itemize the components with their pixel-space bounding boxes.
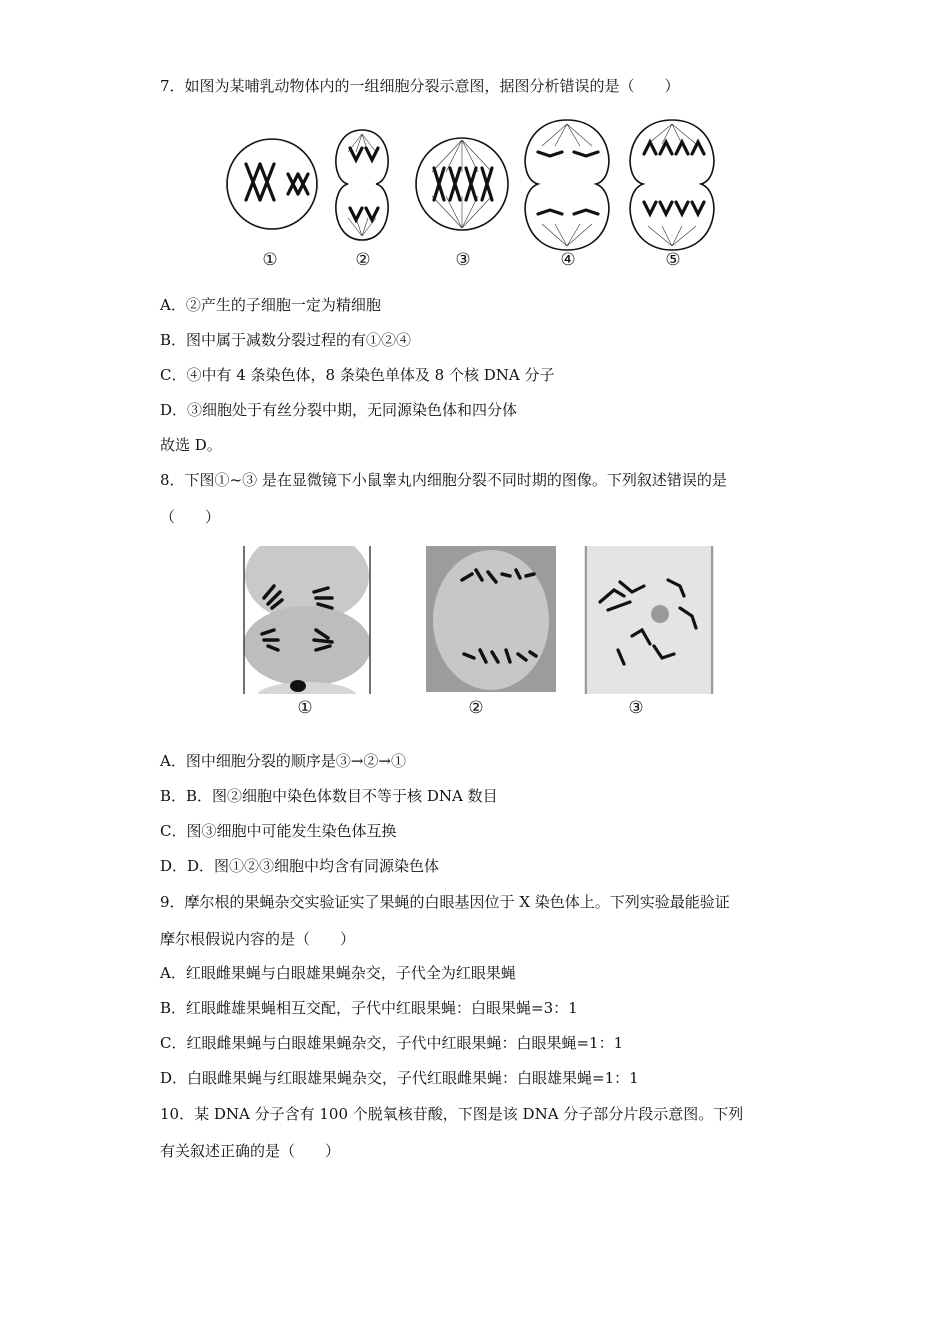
q8-micrograph-2 bbox=[426, 546, 556, 692]
q7-option-a: A．②产生的子细胞一定为精细胞 bbox=[160, 296, 381, 314]
q7-fig-label-1: ① bbox=[262, 250, 278, 270]
q9-option-c: C．红眼雌果蝇与白眼雄果蝇杂交，子代中红眼果蝇：白眼果蝇=1：1 bbox=[160, 1034, 624, 1052]
q7-fig-label-4: ④ bbox=[560, 250, 576, 270]
q7-answer: 故选 D。 bbox=[160, 436, 222, 454]
q9-stem-line1: 9．摩尔根的果蝇杂交实验证实了果蝇的白眼基因位于 X 染色体上。下列实验最能验证 bbox=[160, 893, 730, 911]
q8-fig-label-3: ③ bbox=[628, 698, 644, 718]
q7-option-b: B．图中属于减数分裂过程的有①②④ bbox=[160, 331, 412, 349]
q8-micrograph-1 bbox=[242, 546, 372, 694]
q7-option-c: C．④中有 4 条染色体，8 条染色单体及 8 个核 DNA 分子 bbox=[160, 366, 555, 384]
q7-fig-label-3: ③ bbox=[455, 250, 471, 270]
q8-fig-label-2: ② bbox=[468, 698, 484, 718]
q9-stem-line2: 摩尔根假说内容的是（ ） bbox=[160, 930, 356, 948]
q8-stem-line1: 8．下图①~③ 是在显微镜下小鼠睾丸内细胞分裂不同时期的图像。下列叙述错误的是 bbox=[160, 471, 727, 489]
q9-option-b: B．红眼雌雄果蝇相互交配，子代中红眼果蝇：白眼果蝇=3：1 bbox=[160, 999, 578, 1017]
q8-fig-label-1: ① bbox=[297, 698, 313, 718]
q9-option-d: D．白眼雌果蝇与红眼雄果蝇杂交，子代红眼雌果蝇：白眼雄果蝇=1：1 bbox=[160, 1069, 639, 1087]
q7-stem: 7．如图为某哺乳动物体内的一组细胞分裂示意图，据图分析错误的是（ ） bbox=[160, 77, 680, 95]
q7-cell-4-outline bbox=[525, 120, 609, 250]
q7-fig-label-5: ⑤ bbox=[665, 250, 681, 270]
q8-option-c: C．图③细胞中可能发生染色体互换 bbox=[160, 822, 397, 840]
q7-fig-label-2: ② bbox=[355, 250, 371, 270]
q7-option-d: D．③细胞处于有丝分裂中期，无同源染色体和四分体 bbox=[160, 401, 518, 419]
q8-option-d: D．D．图①②③细胞中均含有同源染色体 bbox=[160, 857, 440, 875]
q10-stem-line1: 10．某 DNA 分子含有 100 个脱氧核苷酸，下图是该 DNA 分子部分片段示意图。下列 bbox=[160, 1105, 744, 1123]
q8-stem-line2: （ ） bbox=[160, 508, 221, 526]
q7-cell-diagram bbox=[220, 112, 730, 272]
q7-cell-5-outline bbox=[630, 120, 714, 250]
q10-stem-line2: 有关叙述正确的是（ ） bbox=[160, 1142, 341, 1160]
q8-micrograph-3 bbox=[584, 546, 714, 694]
q8-option-b: B．B．图②细胞中染色体数目不等于核 DNA 数目 bbox=[160, 787, 498, 805]
q9-option-a: A．红眼雌果蝇与白眼雄果蝇杂交，子代全为红眼果蝇 bbox=[160, 964, 516, 982]
q8-option-a: A．图中细胞分裂的顺序是③→②→① bbox=[160, 752, 406, 770]
